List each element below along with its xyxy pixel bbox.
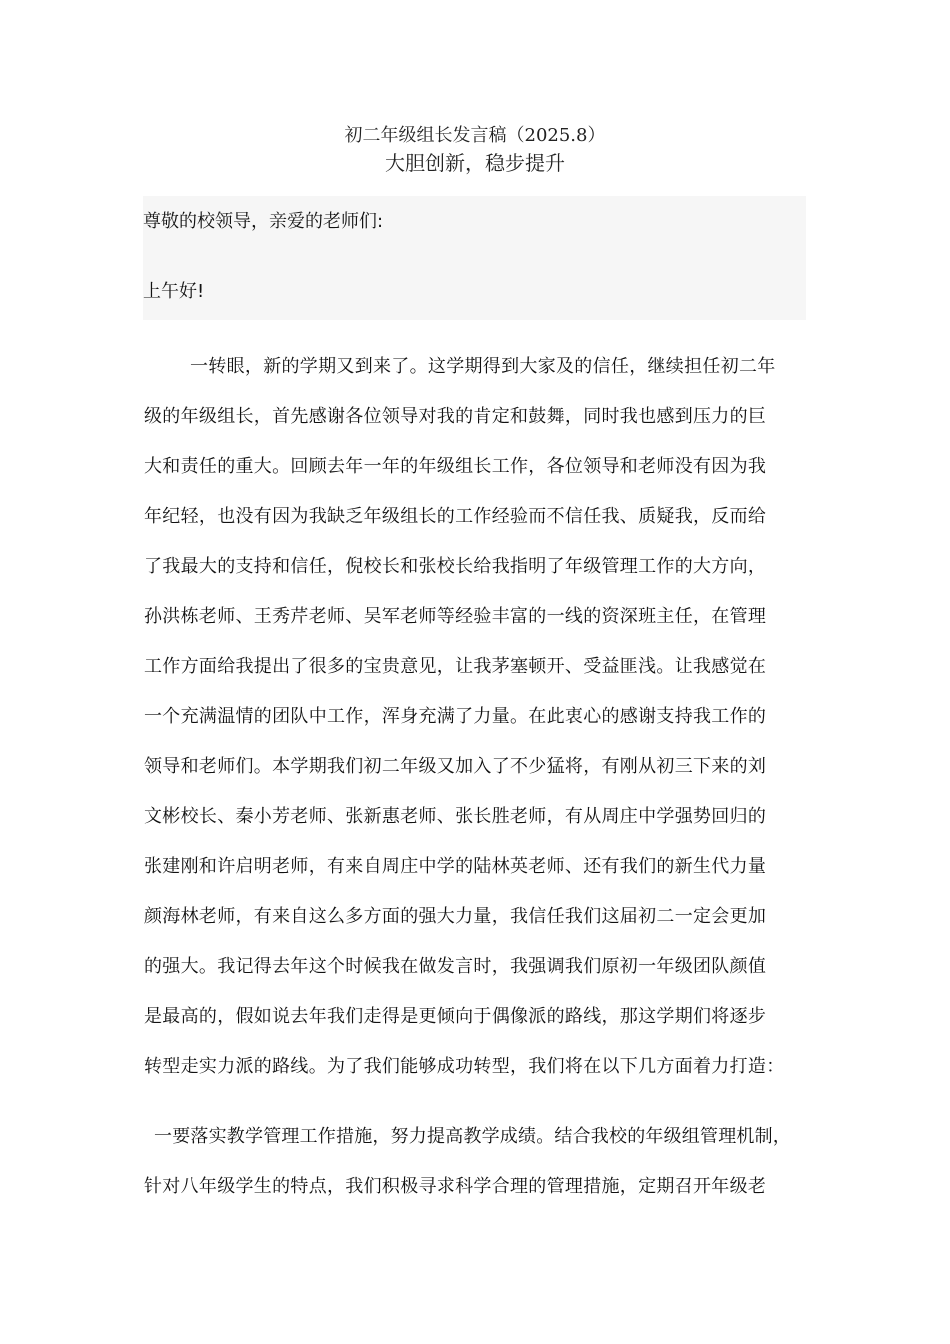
paragraph-line: 是最高的，假如说去年我们走得是更倾向于偶像派的路线，那这学期们将逐步 <box>144 1006 767 1027</box>
paragraph-line: 孙洪栋老师、王秀芹老师、吴军老师等经验丰富的一线的资深班主任，在管理 <box>144 606 767 627</box>
paragraph-line: 一要落实教学管理工作措施，努力提高教学成绩。结合我校的年级组管理机制， <box>154 1126 791 1147</box>
paragraph-line: 大和责任的重大。回顾去年一年的年级组长工作，各位领导和老师没有因为我 <box>144 456 767 477</box>
document-title: 初二年级组长发言稿（2025.8） <box>344 125 606 146</box>
paragraph-line: 文彬校长、秦小芳老师、张新惠老师、张长胜老师，有从周庄中学强势回归的 <box>144 806 767 827</box>
paragraph-line: 工作方面给我提出了很多的宝贵意见，让我茅塞顿开、受益匪浅。让我感觉在 <box>144 656 767 677</box>
greeting: 上午好! <box>143 281 205 302</box>
salutation: 尊敬的校领导，亲爱的老师们: <box>143 211 384 232</box>
title-block <box>0 124 950 176</box>
paragraph-line: 年纪轻，也没有因为我缺乏年级组长的工作经验而不信任我、质疑我，反而给 <box>144 506 767 527</box>
paragraph-line: 的强大。我记得去年这个时候我在做发言时，我强调我们原初一年级团队颜值 <box>144 956 767 977</box>
paragraph-line: 颜海林老师，有来自这么多方面的强大力量，我信任我们这届初二一定会更加 <box>144 906 767 927</box>
paragraph-line: 张建刚和许启明老师，有来自周庄中学的陆林英老师、还有我们的新生代力量 <box>144 856 767 877</box>
paragraph-line: 一转眼，新的学期又到来了。这学期得到大家及的信任，继续担任初二年 <box>190 356 776 377</box>
paragraph-line: 级的年级组长，首先感谢各位领导对我的肯定和鼓舞，同时我也感到压力的巨 <box>144 406 767 427</box>
document-subtitle: 大胆创新，稳步提升 <box>385 151 565 175</box>
paragraph-line: 转型走实力派的路线。为了我们能够成功转型，我们将在以下几方面着力打造： <box>144 1056 785 1077</box>
paragraph-line: 一个充满温情的团队中工作，浑身充满了力量。在此衷心的感谢支持我工作的 <box>144 706 767 727</box>
paragraph-line: 了我最大的支持和信任，倪校长和张校长给我指明了年级管理工作的大方向， <box>144 556 767 577</box>
greeting-box <box>143 196 806 320</box>
paragraph-line: 领导和老师们。本学期我们初二年级又加入了不少猛将，有刚从初三下来的刘 <box>144 756 767 777</box>
paragraph-line: 针对八年级学生的特点，我们积极寻求科学合理的管理措施，定期召开年级老 <box>144 1176 767 1197</box>
